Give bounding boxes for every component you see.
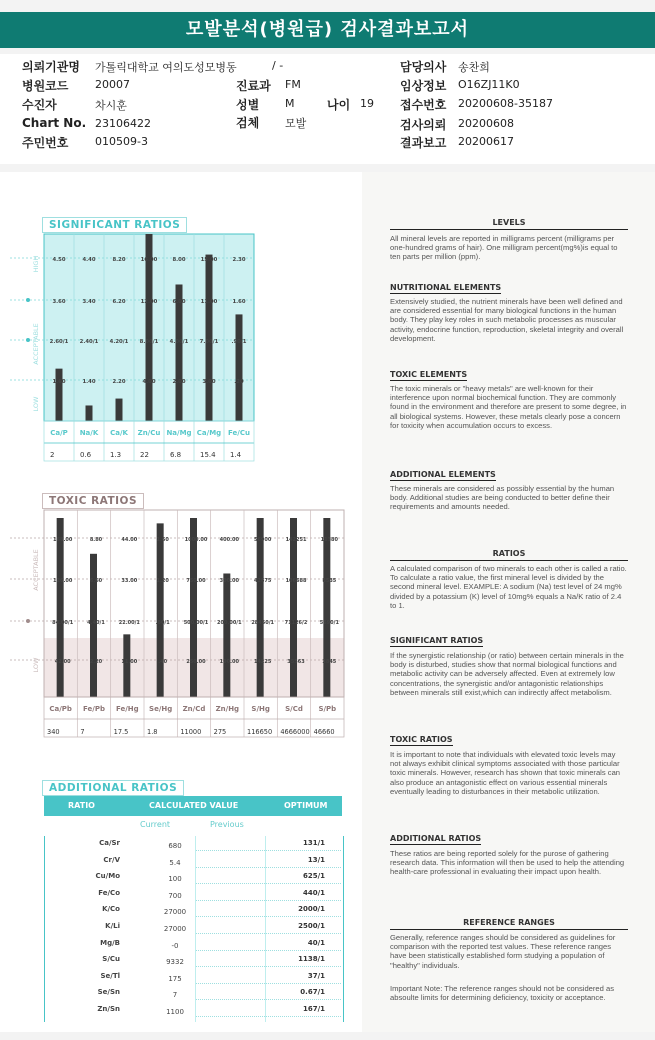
additional-ratios-table — [44, 836, 344, 1022]
toxic-category-label: Ca/Pb — [49, 705, 72, 713]
toxic-value-label: 11000 — [180, 728, 202, 736]
significant-category-label: Fe/Cu — [228, 429, 250, 437]
test-request-value: 20200608 — [458, 117, 514, 130]
levels-rule — [390, 229, 628, 230]
optimum-value: 440/1 — [302, 888, 325, 897]
additional-ratio-row — [45, 1002, 343, 1018]
significant-value-label: 2 — [50, 451, 55, 459]
toxic-scale-label: 168.00 — [53, 537, 73, 543]
significant-scale-label: 16.00 — [140, 257, 158, 263]
optimum-value: 0.67/1 — [300, 988, 325, 997]
significant-level-marker — [26, 298, 30, 302]
significant-scale-label: 6.00 — [172, 299, 186, 305]
significant-level-marker — [26, 338, 30, 342]
additional-row-divider — [195, 916, 341, 917]
department-value: FM — [285, 78, 301, 91]
significant-scale-label: 12.00 — [140, 299, 158, 305]
toxic-scale-label: 11.00 — [121, 659, 138, 665]
significant-scale-label: 4.50 — [52, 257, 66, 263]
toxic-category-label: Zn/Cd — [182, 705, 206, 713]
current-value: 5.4 — [169, 858, 181, 867]
toxic-scale-label: 142251 — [285, 537, 307, 543]
optimum-value: 37/1 — [307, 971, 325, 980]
toxic-scale-label: 44.00 — [121, 537, 138, 543]
additional-elements-text: These minerals are considered as possibly essential by the human body. Additional studies are being conducted to better define their requirements and amounts needed. — [390, 484, 615, 512]
current-value: 175 — [168, 974, 182, 983]
additional-ratio-row — [45, 952, 343, 968]
additional-ratio-row — [45, 919, 343, 935]
previous-subheader: Previous — [210, 820, 244, 829]
significant-side-label: LOW — [32, 396, 40, 412]
toxic-value-label: 17.5 — [113, 728, 129, 736]
significant-scale-label: 4.00 — [142, 379, 156, 385]
significant-scale-label: 8.00/1 — [139, 339, 159, 345]
institution-value: 가톨릭대학교 여의도성모병동 — [95, 61, 237, 74]
significant-value-label: 1.4 — [230, 451, 242, 459]
toxic-scale-label: .80/1 — [155, 620, 170, 626]
significant-scale-label: 8.20 — [112, 257, 126, 263]
toxic-scale-label: 8535 — [322, 578, 337, 584]
toxic-scale-label: 100.00 — [219, 659, 239, 665]
toxic-category-label: S/Cd — [285, 705, 303, 713]
additional-elements-heading: ADDITIONAL ELEMENTS — [390, 470, 496, 479]
toxic-category-label: Fe/Pb — [83, 705, 105, 713]
significant-scale-label: 2.00 — [172, 379, 186, 385]
optimum-value: 2000/1 — [298, 905, 325, 914]
ratio-name: Cu/Mo — [95, 872, 120, 881]
optimum-value: 131/1 — [302, 839, 325, 847]
additional-ratio-row — [45, 836, 343, 852]
significant-ratios-heading: SIGNIFICANT RATIOS — [390, 636, 484, 645]
toxic-category-label: Fe/Hg — [115, 705, 139, 713]
toxic-side-label: LOW — [32, 657, 40, 673]
doctor-label: 담당의사 — [400, 60, 447, 74]
ratio-name: Fe/Co — [98, 888, 120, 897]
additional-row-divider — [195, 983, 341, 984]
toxic-scale-label: 14225 — [253, 659, 272, 665]
collector-value: 차시훈 — [95, 99, 127, 112]
significant-scale-label: 2.60/1 — [49, 339, 69, 345]
specimen-label: 검체 — [236, 116, 260, 130]
calculated-value-header: CALCULATED VALUE — [149, 801, 239, 810]
toxic-ratios-text: It is important to note that individuals with elevated toxic levels may not always exhibit clinical symptoms associated with those particular toxic minerals. However, research has shown that toxic minerals can also produce an antagonistic effect on various essential minerals eventually leading to disturbances in their metabolic utilization. — [390, 750, 621, 796]
additional-ratios-text: These ratios are being reported solely for the purose of gathering research data. This information will then be used to help the attending health-care professional in evaluating their impact upon health. — [390, 849, 625, 877]
toxic-scale-label: 71126/2 — [284, 620, 308, 626]
toxic-scale-label: 11380 — [320, 537, 339, 543]
levels-text: All mineral levels are reported in milligrams percent (milligrams per one-hundred grams of hair). One milligram percent(mg%)is equal to ten parts per million (ppm). — [390, 234, 618, 262]
toxic-scale-label: 2.20 — [89, 659, 103, 665]
significant-scale-label: 2.30 — [232, 257, 246, 263]
significant-scale-label: 15.00 — [200, 257, 218, 263]
hospital-code-label: 병원코드 — [22, 79, 69, 93]
reference-ranges-text: Generally, reference ranges should be considered as guidelines for comparison with the reported test values. These reference ranges have been statistically established form studying a population of "healthy" individuals. — [390, 933, 616, 970]
toxic-value-label: 340 — [47, 728, 60, 736]
toxic-scale-label: 300.00 — [219, 578, 239, 584]
additional-row-divider — [195, 950, 341, 951]
toxic-scale-label: 42.00 — [54, 659, 71, 665]
additional-column-divider — [195, 836, 196, 1022]
significant-scale-label: 6.20 — [112, 299, 126, 305]
toxic-scale-label: 1000.00 — [184, 537, 208, 543]
additional-ratios-header — [44, 796, 342, 816]
additional-ratio-row — [45, 902, 343, 918]
significant-scale-label: .20 — [234, 379, 244, 385]
chart-no-label: Chart No. — [22, 116, 87, 130]
ratio-name: Se/Tl — [100, 971, 120, 980]
toxic-bar-S/Cd — [290, 518, 297, 697]
significant-scale-label: 2.20 — [112, 379, 126, 385]
toxic-scale-label: 33.00 — [121, 578, 138, 584]
toxic-ratios-title: TOXIC RATIOS — [42, 493, 144, 509]
sex-label: 성별 — [236, 98, 260, 112]
institution-extra: / - — [272, 59, 284, 72]
patient-info-header — [0, 54, 655, 164]
significant-value-label: 22 — [140, 451, 149, 459]
significant-scale-label: 1.60 — [232, 299, 246, 305]
toxic-scale-label: 84.00/1 — [52, 620, 74, 626]
toxic-scale-label: 5690/1 — [319, 620, 339, 626]
doctor-value: 송찬희 — [458, 61, 490, 74]
optimum-header: OPTIMUM — [284, 801, 328, 810]
toxic-bar-Fe/Hg — [123, 634, 130, 697]
levels-heading: LEVELS — [492, 218, 526, 227]
significant-scale-label: 4.40 — [82, 257, 96, 263]
significant-scale-label: .90/1 — [231, 339, 247, 345]
optimum-value: 13/1 — [307, 855, 325, 864]
ratio-name: Ca/Sr — [99, 839, 120, 847]
ratio-name: K/Co — [102, 905, 120, 914]
additional-row-divider — [195, 850, 341, 851]
reference-rule — [390, 929, 628, 930]
toxic-scale-label: 8.80 — [89, 537, 103, 543]
additional-row-divider — [195, 883, 341, 884]
toxic-elements-text: The toxic minerals or "heavy metals" are well-known for their interference upon normal biochemical function. They are commonly found in the environment and therefore are present to some degree, in all biological systems. However, these metals clearly pose a concern for toxicity when accumulation occurs to excess. — [390, 384, 627, 430]
additional-row-divider — [195, 966, 341, 967]
collector-label: 수진자 — [22, 98, 57, 112]
significant-value-label: 6.8 — [170, 451, 182, 459]
toxic-scale-label: 22.00/1 — [118, 620, 140, 626]
clinical-info-value: O16ZJ11K0 — [458, 78, 520, 91]
clinical-info-label: 임상정보 — [400, 79, 447, 93]
optimum-value: 167/1 — [302, 1005, 325, 1013]
significant-category-label: Ca/Mg — [196, 429, 222, 437]
additional-ratio-row — [45, 969, 343, 985]
additional-row-divider — [195, 900, 341, 901]
additional-ratio-row — [45, 853, 343, 869]
additional-ratio-row — [45, 869, 343, 885]
significant-scale-label: 1.40 — [82, 379, 96, 385]
significant-value-label: 1.3 — [110, 451, 122, 459]
additional-ratio-row — [45, 886, 343, 902]
report-date-label: 결과보고 — [400, 136, 447, 150]
significant-category-label: Na/K — [79, 429, 99, 437]
significant-category-label: Zn/Cu — [137, 429, 161, 437]
toxic-bar-Se/Hg — [157, 523, 164, 697]
current-subheader: Current — [140, 820, 171, 829]
significant-bar-Ca/K — [116, 399, 123, 421]
toxic-ratios-chart — [0, 504, 360, 749]
toxic-scale-label: 6.60 — [89, 578, 103, 584]
toxic-value-label: 275 — [213, 728, 227, 736]
significant-scale-label: 3.40 — [82, 299, 96, 305]
resident-no-label: 주민번호 — [22, 136, 69, 150]
specimen-value: 모발 — [285, 117, 307, 130]
toxic-category-label: S/Pb — [318, 705, 337, 713]
current-value: 680 — [168, 842, 182, 850]
toxic-scale-label: 1.20 — [156, 578, 169, 584]
significant-scale-label: 3.60 — [52, 299, 66, 305]
reference-ranges-heading: REFERENCE RANGES — [463, 918, 555, 927]
toxic-level-marker — [26, 619, 30, 623]
significant-side-label: ACCEPTABLE — [32, 323, 40, 365]
current-value: 100 — [168, 875, 182, 884]
significant-scale-label: 2.40/1 — [79, 339, 99, 345]
current-value: 27000 — [163, 925, 187, 933]
toxic-scale-label: 500.00/1 — [183, 620, 209, 626]
toxic-bar-Ca/Pb — [57, 518, 64, 697]
significant-category-label: Na/Mg — [166, 429, 192, 437]
significant-scale-label: 4.00/1 — [169, 339, 189, 345]
chart-no-value: 23106422 — [95, 117, 151, 130]
toxic-scale-label: 28450/1 — [251, 620, 275, 626]
institution-label: 의뢰기관명 — [22, 60, 80, 74]
current-value: 700 — [168, 891, 182, 900]
significant-bar-Na/K — [86, 405, 93, 421]
current-value: -0 — [171, 941, 179, 950]
optimum-value: 2500/1 — [298, 922, 325, 930]
optimum-value: 1138/1 — [298, 955, 325, 964]
ratio-name: Cr/V — [103, 855, 120, 864]
significant-bar-Ca/Mg — [206, 255, 213, 421]
current-value: 7 — [172, 991, 178, 1000]
significant-value-label: 0.6 — [80, 451, 92, 459]
ratios-text: A calculated comparison of two minerals to each other is called a ratio. To calculate a ratio value, the first mineral level is divided by the second mineral level. EXAMPLE: A sodium (Na) test level of 24 mg% divided by a potassium (K) level of 10mg% equals a Na/K ratio of 2.4 to 1. — [390, 564, 627, 610]
additional-row-divider — [195, 999, 341, 1000]
significant-ratios-chart — [0, 228, 360, 468]
significant-scale-label: 3.00 — [202, 379, 216, 385]
toxic-value-label: 4666000 — [280, 728, 310, 736]
toxic-scale-label: 56900 — [253, 537, 272, 543]
additional-ratio-row — [45, 985, 343, 1001]
current-value: 27000 — [163, 908, 187, 917]
toxic-scale-label: 35563 — [287, 659, 305, 665]
current-value: 1100 — [166, 1008, 184, 1016]
ratios-rule — [390, 560, 628, 561]
ratio-name: Se/Sn — [97, 988, 120, 997]
significant-scale-label: 7.00/1 — [199, 339, 219, 345]
toxic-scale-label: 1.60 — [156, 537, 169, 543]
report-date-value: 20200617 — [458, 135, 514, 148]
receipt-no-value: 20200608-35187 — [458, 97, 553, 110]
significant-scale-label: 11.00 — [200, 299, 218, 305]
toxic-value-label: 116650 — [247, 728, 273, 736]
significant-bar-Fe/Cu — [236, 314, 243, 421]
department-label: 진료과 — [236, 79, 271, 93]
nutritional-heading: NUTRITIONAL ELEMENTS — [390, 283, 502, 292]
current-value: 9332 — [166, 958, 184, 967]
optimum-value: 40/1 — [307, 938, 325, 947]
significant-scale-label: 4.20/1 — [109, 339, 129, 345]
important-note-text: Important Note: The reference ranges should not be considered as absoulte limits for determining deficiency, toxicity or acceptance. — [390, 984, 615, 1003]
additional-ratios-heading: ADDITIONAL RATIOS — [390, 834, 482, 843]
toxic-category-label: S/Hg — [251, 705, 270, 713]
hospital-code-value: 20007 — [95, 78, 130, 91]
toxic-category-label: Se/Hg — [149, 705, 173, 713]
additional-column-divider — [265, 836, 266, 1022]
nutritional-text: Extensively studied, the nutrient minerals have been well defined and are considered essential for many biological functions in the human body. They play key roles in such metabolic processes as muscular activity, endocrine function, reproduction, skeletal integrity and overall development. — [390, 297, 624, 343]
toxic-bar-Zn/Hg — [223, 573, 230, 697]
ratio-name: Mg/B — [100, 938, 120, 947]
significant-bar-Ca/P — [56, 369, 63, 421]
resident-no-value: 010509-3 — [95, 135, 148, 148]
optimum-value: 625/1 — [302, 872, 325, 881]
ratio-column-header: RATIO — [68, 801, 95, 810]
toxic-bar-Zn/Cd — [190, 518, 197, 697]
ratio-name: K/Li — [105, 922, 120, 930]
significant-value-label: 15.4 — [200, 451, 216, 459]
toxic-bar-S/Hg — [257, 518, 264, 697]
receipt-no-label: 접수번호 — [400, 98, 447, 112]
age-label: 나이 — [327, 98, 351, 112]
additional-ratios-title: ADDITIONAL RATIOS — [42, 780, 184, 796]
significant-scale-label: 1.60 — [52, 379, 66, 385]
additional-row-divider — [195, 867, 341, 868]
toxic-side-label: ACCEPTABLE — [32, 549, 40, 591]
significant-category-label: Ca/P — [50, 429, 68, 437]
toxic-value-label: 46660 — [313, 728, 335, 736]
significant-scale-label: 8.00 — [172, 257, 186, 263]
toxic-category-label: Zn/Hg — [215, 705, 240, 713]
significant-value-row-box — [44, 421, 254, 461]
toxic-scale-label: 400.00 — [219, 537, 239, 543]
toxic-value-label: 7 — [80, 728, 85, 736]
toxic-scale-label: 106688 — [285, 578, 307, 584]
significant-ratios-text: If the synergistic relationship (or ratio) between certain minerals in the body is disturbed, studies show that normal biological functions and metabolic activity can be adversely affected. Even at extremely low concentrations, the synergistic and/or antagonistic relationships between minerals still exist,which can indirectly affect metabolism. — [390, 651, 624, 697]
toxic-ratios-heading: TOXIC RATIOS — [390, 735, 453, 744]
sex-value: M — [285, 97, 295, 110]
toxic-scale-label: 42675 — [253, 578, 272, 584]
additional-row-divider — [195, 1016, 341, 1017]
ratio-name: S/Cu — [102, 955, 120, 964]
ratio-name: Zn/Sn — [97, 1005, 120, 1013]
toxic-scale-label: 4.40/1 — [87, 620, 105, 626]
additional-row-divider — [195, 933, 341, 934]
toxic-scale-label: 250.00 — [186, 659, 206, 665]
toxic-value-label: 1.8 — [147, 728, 158, 736]
toxic-scale-label: .40 — [158, 659, 168, 665]
toxic-scale-label: 2845 — [322, 659, 337, 665]
significant-side-label: HIGH — [32, 255, 40, 273]
toxic-bar-S/Pb — [323, 518, 330, 697]
test-request-label: 검사의뢰 — [400, 118, 447, 132]
toxic-scale-label: 750.00 — [186, 578, 206, 584]
additional-ratio-row — [45, 936, 343, 952]
toxic-scale-label: 200.00/1 — [217, 620, 242, 626]
significant-ratios-title: SIGNIFICANT RATIOS — [42, 217, 187, 233]
toxic-elements-heading: TOXIC ELEMENTS — [390, 370, 468, 379]
toxic-scale-label: 126.00 — [53, 578, 73, 584]
additional-ratios-subheader — [44, 818, 342, 832]
report-title: 모발분석(병원급) 검사결과보고서 — [0, 12, 655, 48]
age-value: 19 — [360, 97, 374, 110]
significant-category-label: Ca/K — [110, 429, 128, 437]
ratios-heading: RATIOS — [492, 549, 526, 558]
